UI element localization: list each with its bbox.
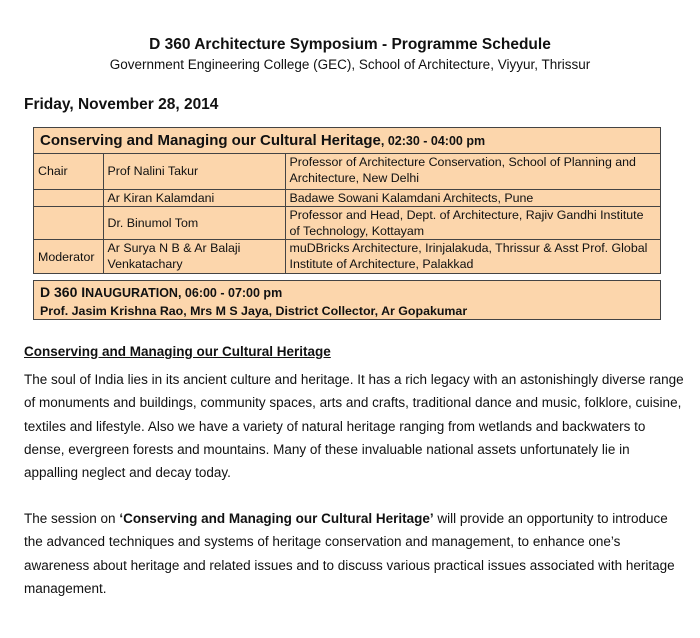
inauguration-title-b: NAUGURATION [85, 286, 178, 300]
panel-role [34, 206, 103, 239]
panel-affiliation: Badawe Sowani Kalamdani Architects, Pune [285, 189, 660, 206]
session-time: , 02:30 - 04:00 pm [380, 134, 486, 148]
session-box-heritage [33, 127, 661, 274]
panel-role: Moderator [34, 239, 103, 274]
inauguration-header [34, 281, 660, 301]
table-row [34, 239, 660, 274]
panel-name: Dr. Binumol Tom [103, 206, 285, 239]
session-box-inauguration [33, 280, 661, 320]
table-row [34, 206, 660, 239]
panel-name: Ar Surya N B & Ar Balaji Venkatachary [103, 239, 285, 274]
inauguration-time: , 06:00 - 07:00 pm [177, 286, 283, 300]
article-heading: Conserving and Managing our Cultural Heritage [24, 344, 331, 359]
schedule-date: Friday, November 28, 2014 [24, 96, 219, 113]
panel-name: Prof Nalini Takur [103, 154, 285, 189]
panel-table [34, 154, 660, 274]
session-header [34, 128, 660, 154]
panel-affiliation: muDBricks Architecture, Irinjalakuda, Thrissur & Asst Prof. Global Institute of Architecture, Palakkad [285, 239, 660, 274]
article-paragraph-2 [24, 507, 684, 600]
p2-session-title: ‘Conserving and Managing our Cultural Heritage’ [119, 511, 434, 526]
session-title: Conserving and Managing our Cultural Heritage [40, 132, 381, 149]
panel-role: Chair [34, 154, 103, 189]
table-row [34, 189, 660, 206]
article-paragraph-1: The soul of India lies in its ancient culture and heritage. It has a rich legacy with an astonishingly diverse range of monuments and buildings, community spaces, arts and crafts, traditional dance and music, folklore, cuisine, textiles and lifestyle. Also we have a variety of natural heritage ranging from wetlands and backwaters to dense, evergreen forests and mountains. Many of these invaluable national assets unfortunately lie in appalling neglect and decay today. [24, 372, 684, 481]
page-title: D 360 Architecture Symposium - Programme Schedule [149, 36, 551, 53]
panel-name: Ar Kiran Kalamdani [103, 189, 285, 206]
panel-affiliation: Professor of Architecture Conservation, School of Planning and Architecture, New Delhi [289, 155, 636, 185]
inauguration-guests: Prof. Jasim Krishna Rao, Mrs M S Jaya, District Collector, Ar Gopakumar [40, 304, 468, 318]
panel-affiliation: Professor and Head, Dept. of Architecture, Rajiv Gandhi Institute of Technology, Kottayam [285, 206, 660, 239]
page-subtitle: Government Engineering College (GEC), School of Architecture, Viyyur, Thrissur [109, 57, 591, 72]
inauguration-title-a: D 360 I [40, 284, 86, 300]
p2-text-after: will provide an opportunity to introduce the advanced techniques and systems of heritage conservation and management, to enhance one’s awareness about heritage and related issues and to discuss various practical issues associated with heritage management. [24, 511, 675, 596]
panel-role [34, 189, 103, 206]
table-row [34, 154, 660, 189]
p2-text-before: The session on [24, 511, 120, 526]
